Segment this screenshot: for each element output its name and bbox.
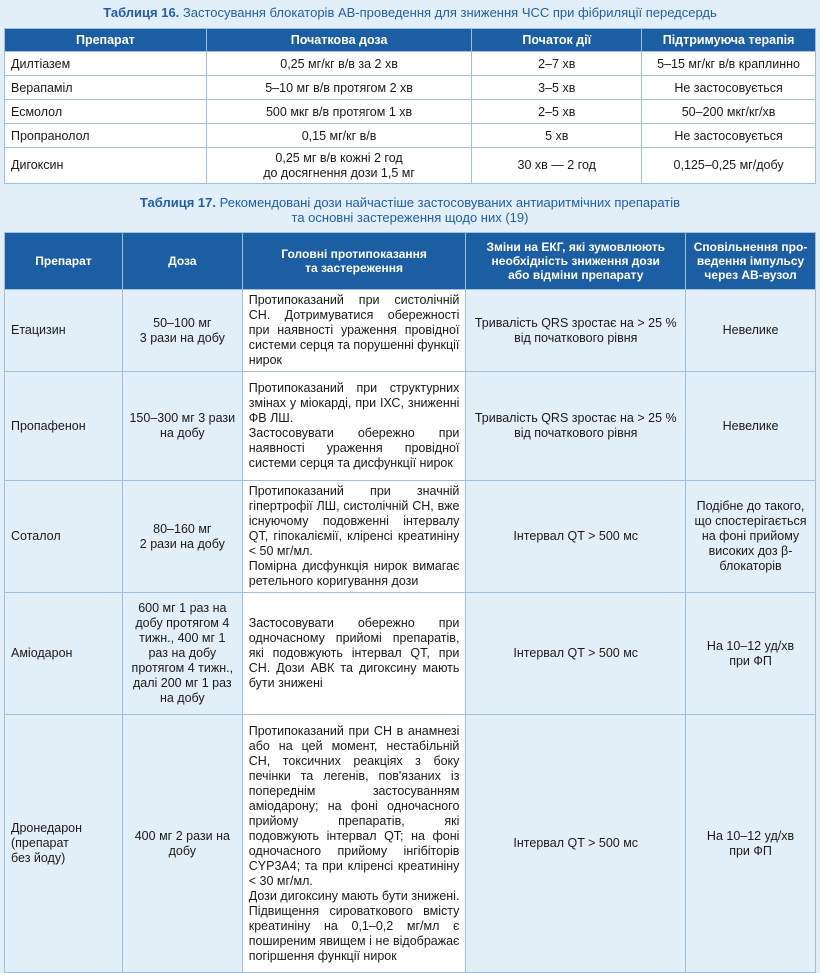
table-cell: 5–10 мг в/в протягом 2 хв <box>206 76 472 100</box>
table-row <box>5 593 816 715</box>
table-cell: На 10–12 уд/хв при ФП <box>686 715 816 973</box>
table-16 <box>4 28 816 184</box>
table-cell: Соталол <box>5 481 123 593</box>
table-cell: Подібне до такого, що спостерігається на фоні прийому високих доз β-блокаторів <box>686 481 816 593</box>
table17-caption-line2: та основні застереження щодо них (19) <box>291 210 529 225</box>
table-cell: На 10–12 уд/хв при ФП <box>686 593 816 715</box>
table-cell: Інтервал QT > 500 мс <box>466 593 686 715</box>
table-cell: Дронедарон (препарат без йоду) <box>5 715 123 973</box>
table-row <box>5 100 816 124</box>
table-cell: 2–5 хв <box>472 100 642 124</box>
table16-caption <box>0 5 820 20</box>
table17-header-contraindications: Головні протипоказання та застереження <box>242 233 466 290</box>
table-cell: 3–5 хв <box>472 76 642 100</box>
table-cell: Пропранолол <box>5 124 207 148</box>
table-cell: Есмолол <box>5 100 207 124</box>
table-row <box>5 372 816 481</box>
table-17 <box>4 232 816 973</box>
table-cell: Невелике <box>686 290 816 372</box>
table-cell: 50–100 мг 3 рази на добу <box>122 290 242 372</box>
table16-header-drug: Препарат <box>5 29 207 52</box>
table-cell: 50–200 мкг/кг/хв <box>642 100 816 124</box>
table17-caption-line1: Рекомендовані дози найчастіше застосовуваних антиаритмічних препаратів <box>219 195 681 210</box>
table-cell: Дигоксин <box>5 148 207 184</box>
table-row <box>5 481 816 593</box>
table-cell: Тривалість QRS зростає на > 25 % від початкового рівня <box>466 290 686 372</box>
table17-caption-label: Таблиця 17. <box>139 195 216 210</box>
table-row <box>5 124 816 148</box>
table-cell: 400 мг 2 рази на добу <box>122 715 242 973</box>
table-cell: Етацизин <box>5 290 123 372</box>
table-cell: 0,125–0,25 мг/добу <box>642 148 816 184</box>
table-cell: Тривалість QRS зростає на > 25 % від початкового рівня <box>466 372 686 481</box>
table-row <box>5 148 816 184</box>
table-cell: 5–15 мг/кг в/в краплинно <box>642 52 816 76</box>
table-cell: 80–160 мг 2 рази на добу <box>122 481 242 593</box>
table-cell: Інтервал QT > 500 мс <box>466 481 686 593</box>
table17-header-av-conduction: Сповільнення про- ведення імпульсу через АВ-вузол <box>686 233 816 290</box>
table-cell: Аміодарон <box>5 593 123 715</box>
table-cell: 500 мкг в/в протягом 1 хв <box>206 100 472 124</box>
table-cell: Протипоказаний при структурних змінах у міокарді, при ІХС, зниженні ФВ ЛШ. Застосовувати обережно при наявності ураження провідної системи серця та дисфункції нирок <box>242 372 466 481</box>
table-row <box>5 715 816 973</box>
table-cell: Невелике <box>686 372 816 481</box>
table16-header-maintenance: Підтримуюча терапія <box>642 29 816 52</box>
table-cell: 30 хв — 2 год <box>472 148 642 184</box>
table-cell: Не застосовується <box>642 124 816 148</box>
table-cell: Застосовувати обережно при одночасному прийомі препаратів, які подовжують інтервал QT, при СН. Дози АВК та дигоксину мають бути знижені <box>242 593 466 715</box>
table-cell: Протипоказаний при систолічній СН. Дотримуватися обережності при наявності ураження провідної системи серця та порушенні функції нирок <box>242 290 466 372</box>
table16-header-onset: Початок дії <box>472 29 642 52</box>
table-cell: 0,15 мг/кг в/в <box>206 124 472 148</box>
table16-caption-text: Застосування блокаторів АВ-проведення для зниження ЧСС при фібриляції передсердь <box>182 5 717 20</box>
table-cell: Пропафенон <box>5 372 123 481</box>
table-cell: 150–300 мг 3 рази на добу <box>122 372 242 481</box>
table-row <box>5 290 816 372</box>
table-cell: 2–7 хв <box>472 52 642 76</box>
table16-header-initial-dose: Початкова доза <box>206 29 472 52</box>
table-cell: Протипоказаний при СН в анамнезі або на цей момент, нестабільній СН, токсичних реакціях з боку печінки та легенів, пов'язаних із попереднім застосуванням аміодарону; на фоні одночасного прийому препаратів, які подовжують інтервал QT; на фоні одночасного прийому інгібіторів CYP3A4; та при кліренсі креатиніну < 30 мг/мл. Дози дигоксину мають бути знижені. Підвищення сироваткового вмісту креатиніну на 0,1–0,2 мг/мл є поширеним явищем і не відображає погіршення функції нирок <box>242 715 466 973</box>
table-cell: 0,25 мг в/в кожні 2 год до досягнення дози 1,5 мг <box>206 148 472 184</box>
table-cell: Верапаміл <box>5 76 207 100</box>
table-cell: Не застосовується <box>642 76 816 100</box>
table17-header-ecg-changes: Зміни на ЕКГ, які зумовлюють необхідність зниження дози або відміни препарату <box>466 233 686 290</box>
table16-caption-label: Таблиця 16. <box>103 5 180 20</box>
table-cell: 600 мг 1 раз на добу протягом 4 тижн., 400 мг 1 раз на добу протягом 4 тижн., далі 200 мг 1 раз на добу <box>122 593 242 715</box>
table16-header-row <box>5 29 816 52</box>
table-cell: Протипоказаний при значній гіпертрофії ЛШ, систолічній СН, вже існуючому подовженні інтервалу QT, гіпокаліємії, кліренсі креатиніну < 50 мг/мл. Помірна дисфункція нирок вимагає ретельного коригування дози <box>242 481 466 593</box>
table17-header-drug: Препарат <box>5 233 123 290</box>
table17-header-row <box>5 233 816 290</box>
table17-caption <box>0 195 820 225</box>
table-cell: 5 хв <box>472 124 642 148</box>
table-cell: Дилтіазем <box>5 52 207 76</box>
table-row <box>5 52 816 76</box>
table17-header-dose: Доза <box>122 233 242 290</box>
table-cell: Інтервал QT > 500 мс <box>466 715 686 973</box>
table-row <box>5 76 816 100</box>
table-cell: 0,25 мг/кг в/в за 2 хв <box>206 52 472 76</box>
